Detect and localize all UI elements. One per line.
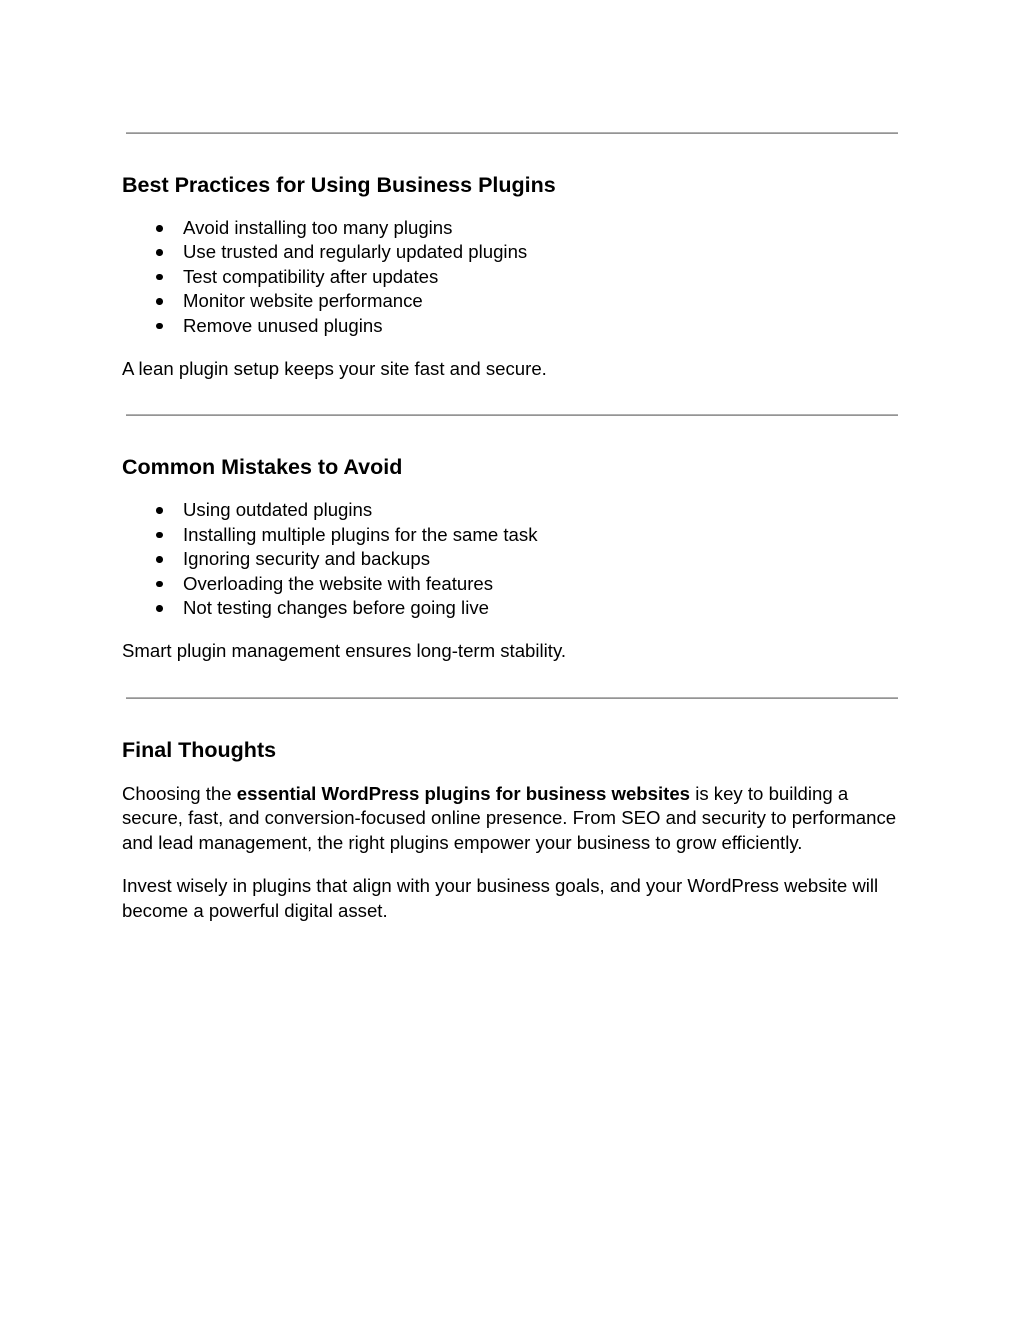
horizontal-rule — [126, 697, 898, 699]
list-item — [122, 596, 904, 620]
list-item — [122, 265, 904, 289]
list-item — [122, 523, 904, 547]
section-heading-best-practices: Best Practices for Using Business Plugins — [122, 173, 556, 197]
bullet-icon — [156, 605, 163, 612]
list-item — [122, 572, 904, 596]
final-paragraph-2: Invest wisely in plugins that align with your business goals, and your WordPress website will become a powerful digital asset. — [122, 875, 879, 921]
bullet-icon — [156, 249, 163, 256]
list-item-text: Ignoring security and backups — [183, 548, 431, 570]
closing-paragraph: A lean plugin setup keeps your site fast and secure. — [122, 358, 547, 380]
horizontal-rule — [126, 414, 898, 416]
bullet-icon — [156, 556, 163, 563]
list-item-text: Overloading the website with features — [183, 572, 494, 594]
section-heading-final-thoughts: Final Thoughts — [122, 737, 277, 762]
list-item — [122, 498, 904, 522]
bullet-icon — [156, 581, 163, 588]
list-item-text: Not testing changes before going live — [183, 597, 489, 619]
bullet-list-common-mistakes — [122, 498, 904, 620]
list-item — [122, 547, 904, 571]
section-heading-common-mistakes: Common Mistakes to Avoid — [122, 455, 403, 480]
list-item-text: Test compatibility after updates — [183, 265, 439, 287]
horizontal-rule — [126, 132, 898, 134]
bullet-icon — [156, 532, 163, 539]
list-item-text: Avoid installing too many plugins — [183, 217, 453, 238]
list-item-text: Use trusted and regularly updated plugins — [183, 241, 528, 263]
list-item — [122, 240, 904, 264]
list-item-text: Remove unused plugins — [183, 314, 383, 336]
list-item-text: Monitor website performance — [183, 290, 423, 312]
paragraph-bold-text: essential WordPress plugins for business websites — [236, 782, 691, 804]
closing-paragraph: Smart plugin management ensures long-term stability. — [122, 640, 567, 662]
bullet-icon — [156, 323, 163, 330]
bullet-icon — [156, 225, 163, 232]
list-item — [122, 216, 904, 240]
final-paragraph-1 — [122, 782, 904, 855]
bullet-list-best-practices — [122, 216, 904, 338]
bullet-icon — [156, 507, 163, 514]
list-item-text: Installing multiple plugins for the same task — [183, 523, 538, 545]
list-item-text: Using outdated plugins — [183, 499, 373, 521]
paragraph-text: is key to building a secure, fast, and conversion-focused online presence. From SEO and security to performance and lead management, the right plugins empower your business to grow efficiently. — [122, 782, 897, 853]
list-item — [122, 289, 904, 313]
paragraph-text: Choosing the — [122, 782, 237, 804]
list-item — [122, 314, 904, 338]
bullet-icon — [156, 274, 163, 281]
bullet-icon — [156, 298, 163, 305]
